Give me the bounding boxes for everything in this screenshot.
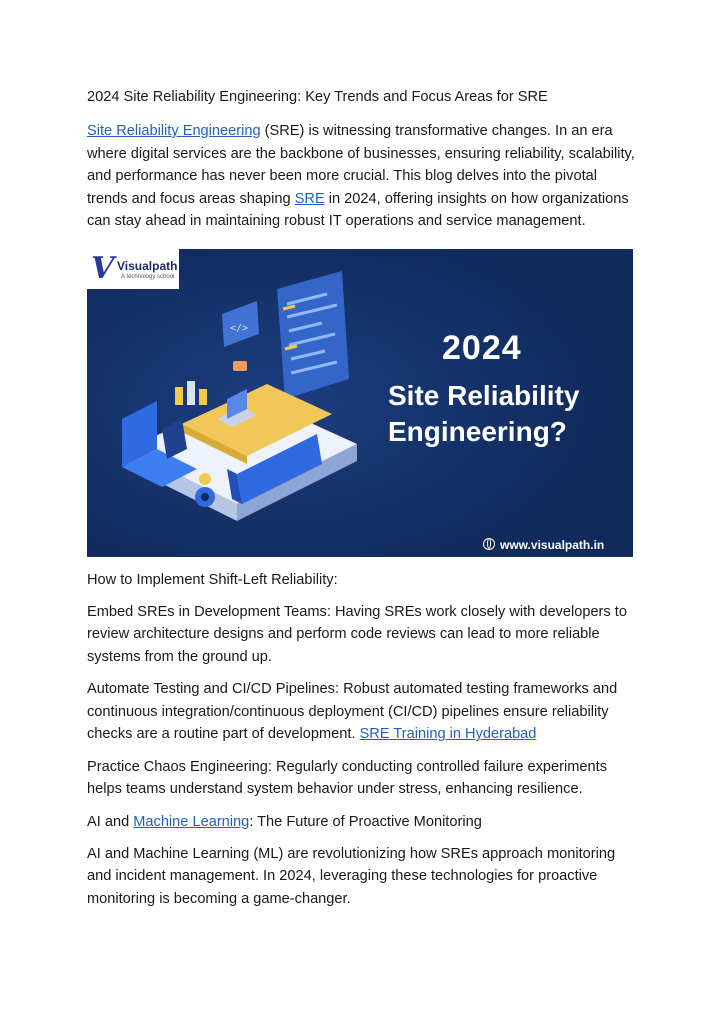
item-label: Automate Testing and CI/CD Pipelines: bbox=[87, 681, 340, 697]
item-text: Regularly conducting controlled failure experiments helps teams understand system behavior under stress, enhancing resilience. bbox=[87, 758, 607, 797]
sre-link[interactable]: Site Reliability Engineering bbox=[87, 123, 261, 139]
item-text: Robust automated testing frameworks and continuous integration/continuous deployment (CI/CD) pipelines ensure reliability checks are a routine part of development. bbox=[87, 681, 618, 742]
intro-paragraph bbox=[87, 120, 635, 233]
shift-left-item-chaos bbox=[87, 756, 635, 801]
ai-heading-pre: AI and bbox=[87, 813, 134, 830]
sre-short-link[interactable]: SRE bbox=[294, 190, 325, 207]
hero-title-line-2: Engineering? bbox=[388, 415, 567, 447]
item-text: Having SREs work closely with developers to review architecture designs and perform code reviews can lead to more reliable systems from the ground up. bbox=[87, 603, 627, 665]
ai-heading bbox=[87, 811, 635, 833]
intro-text-2: in 2024, offering insights on how organizations can stay ahead in maintaining robust IT operations and service management. bbox=[87, 190, 629, 229]
logo-name: Visualpath bbox=[117, 258, 178, 273]
hero-banner-image bbox=[87, 249, 633, 557]
shift-left-heading: How to Implement Shift-Left Reliability: bbox=[87, 571, 338, 588]
hero-title-line-1: Site Reliability bbox=[388, 379, 580, 411]
document-page bbox=[87, 86, 635, 910]
document-title: 2024 Site Reliability Engineering: Key Trends and Focus Areas for SRE bbox=[87, 89, 548, 105]
sre-training-link[interactable]: SRE Training in Hyderabad bbox=[359, 726, 537, 742]
visualpath-logo bbox=[87, 249, 179, 289]
svg-text:</>: </> bbox=[230, 322, 249, 334]
logo-mark-icon: V bbox=[91, 250, 115, 286]
hero-year: 2024 bbox=[442, 328, 522, 367]
ai-paragraph: AI and Machine Learning (ML) are revolutionizing how SREs approach monitoring and incident management. In 2024, leveraging these technologies for proactive monitoring is becoming a game-changer. bbox=[87, 845, 616, 907]
shift-left-item-automate bbox=[87, 678, 635, 746]
logo-tagline: A technology school bbox=[121, 273, 175, 280]
shift-left-item-embed bbox=[87, 601, 635, 669]
item-label: Practice Chaos Engineering: bbox=[87, 758, 272, 775]
globe-icon bbox=[483, 538, 495, 550]
ai-heading-post: : The Future of Proactive Monitoring bbox=[249, 813, 482, 830]
item-label: Embed SREs in Development Teams: bbox=[87, 603, 331, 620]
hero-website-url: www.visualpath.in bbox=[500, 537, 605, 552]
intro-text-1: (SRE) is witnessing transformative changes. In an era where digital services are the backbone of businesses, ensuring reliability, scalability, and performance has never been more crucial. This blog delves into the pivotal trends and focus areas shaping bbox=[87, 123, 635, 207]
machine-learning-link[interactable]: Machine Learning bbox=[133, 813, 250, 830]
